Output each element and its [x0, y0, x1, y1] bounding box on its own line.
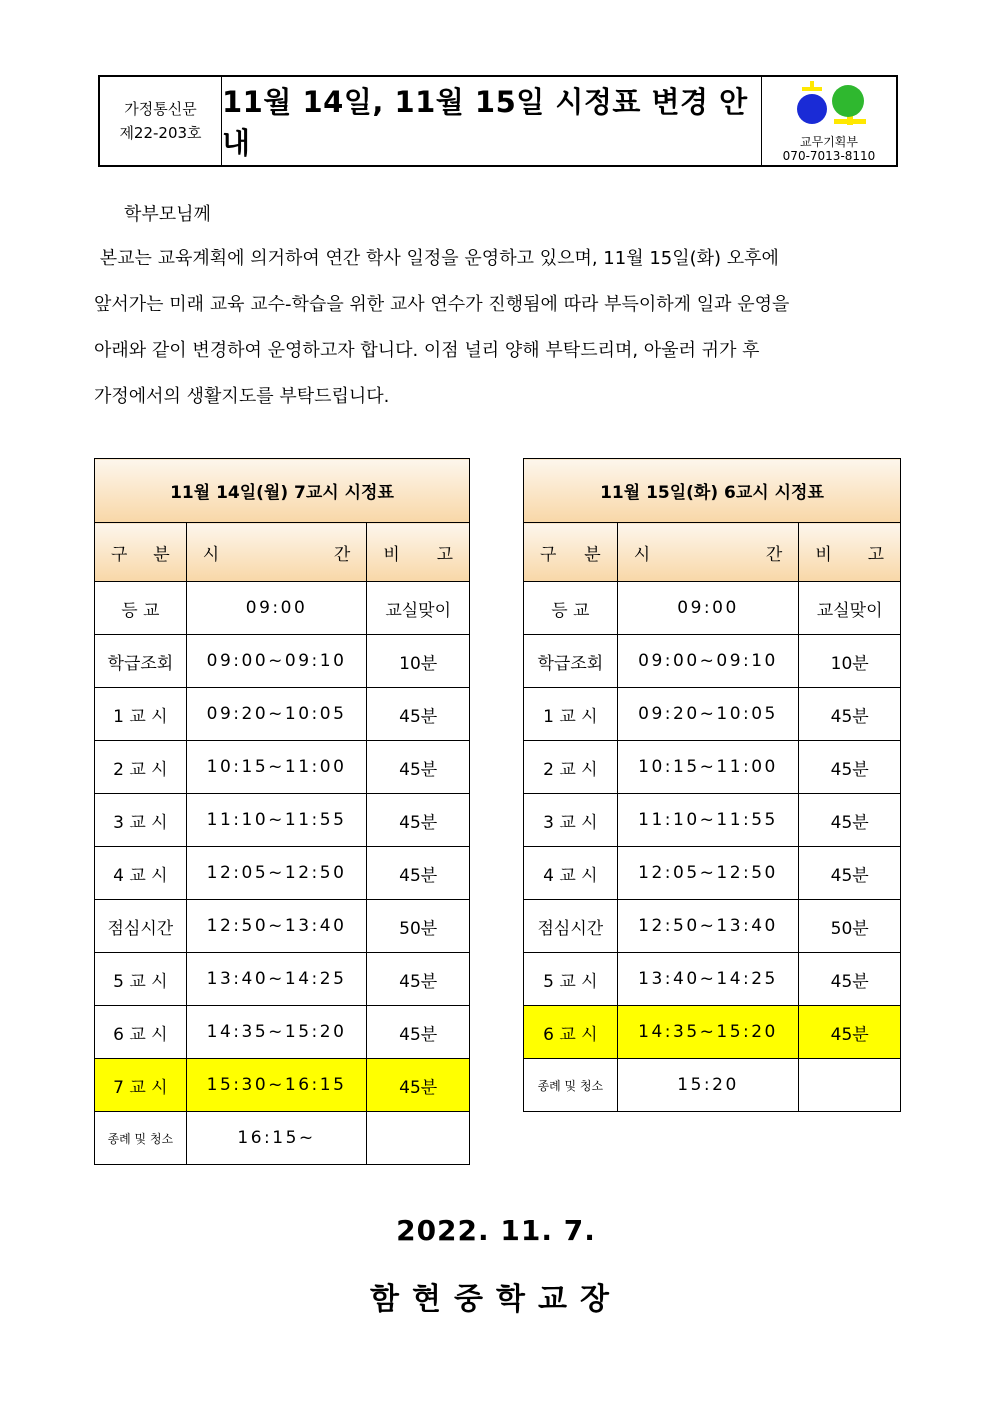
- time-cell: 09:00~09:10: [186, 635, 367, 688]
- time-cell: 15:20: [617, 1059, 799, 1112]
- table-row: [95, 741, 470, 794]
- time-cell: 09:00: [617, 582, 799, 635]
- table-row: [95, 953, 470, 1006]
- column-header-char: 고: [436, 544, 453, 565]
- period-cell: 종례 및 청소: [524, 1059, 618, 1112]
- note-cell: 50분: [799, 900, 901, 953]
- column-header: [367, 523, 470, 582]
- time-cell: 09:00~09:10: [617, 635, 799, 688]
- column-header-label: [95, 540, 186, 565]
- table-row: [524, 582, 901, 635]
- note-cell: [367, 1112, 470, 1165]
- period-cell: 종례 및 청소: [95, 1112, 187, 1165]
- column-header-char: 구: [540, 544, 557, 565]
- note-cell: 45분: [799, 741, 901, 794]
- note-cell: 45분: [799, 794, 901, 847]
- column-header-label: [187, 540, 367, 565]
- period-cell: 1 교 시: [524, 688, 618, 741]
- table-row: [95, 635, 470, 688]
- signature: 함현중학교장: [370, 1282, 622, 1317]
- period-cell: 학급조회: [524, 635, 618, 688]
- table-title-row: [95, 459, 470, 523]
- note-cell: [799, 1059, 901, 1112]
- school-logo-box: [761, 77, 896, 165]
- time-cell: 13:40~14:25: [186, 953, 367, 1006]
- paragraph-line: 본교는 교육계획에 의거하여 연간 학사 일정을 운영하고 있으며, 11월 15일(화) 오후에: [94, 248, 779, 269]
- table-row: [95, 1059, 470, 1112]
- notice-header: [98, 75, 898, 167]
- time-cell: 11:10~11:55: [617, 794, 799, 847]
- period-cell: 1 교 시: [95, 688, 187, 741]
- time-cell: 12:05~12:50: [186, 847, 367, 900]
- column-header-char: 시: [202, 544, 220, 565]
- notice-paragraph: [94, 236, 898, 420]
- period-cell: 점심시간: [95, 900, 187, 953]
- note-cell: 45분: [799, 847, 901, 900]
- column-header-row: [95, 523, 470, 582]
- time-cell: 09:20~10:05: [617, 688, 799, 741]
- column-header-char: 분: [584, 544, 601, 565]
- note-cell: 45분: [367, 953, 470, 1006]
- period-cell: 7 교 시: [95, 1059, 187, 1112]
- time-cell: 15:30~16:15: [186, 1059, 367, 1112]
- table-row: [95, 582, 470, 635]
- note-cell: 교실맞이: [367, 582, 470, 635]
- column-header-row: [524, 523, 901, 582]
- time-cell: 13:40~14:25: [617, 953, 799, 1006]
- column-header-char: 간: [333, 544, 351, 565]
- period-cell: 등 교: [524, 582, 618, 635]
- column-header-label: [799, 540, 900, 565]
- notice-number-box: [100, 77, 222, 165]
- time-cell: 09:20~10:05: [186, 688, 367, 741]
- column-header-char: 분: [153, 544, 170, 565]
- note-cell: 45분: [367, 1006, 470, 1059]
- table-row: [95, 688, 470, 741]
- note-cell: 45분: [367, 688, 470, 741]
- note-cell: 45분: [799, 1006, 901, 1059]
- period-cell: 학급조회: [95, 635, 187, 688]
- note-cell: 10분: [367, 635, 470, 688]
- column-header: [617, 523, 799, 582]
- period-cell: 2 교 시: [524, 741, 618, 794]
- table-row: [95, 847, 470, 900]
- note-cell: 50분: [367, 900, 470, 953]
- period-cell: 5 교 시: [95, 953, 187, 1006]
- table-row: [95, 1006, 470, 1059]
- table-title: 11월 14일(월) 7교시 시정표: [95, 459, 470, 523]
- time-cell: 14:35~15:20: [617, 1006, 799, 1059]
- notice-label: 가정통신문: [124, 100, 197, 118]
- column-header-label: [618, 540, 799, 565]
- column-header-label: [524, 540, 617, 565]
- table-row: [95, 794, 470, 847]
- note-cell: 교실맞이: [799, 582, 901, 635]
- note-cell: 45분: [799, 953, 901, 1006]
- period-cell: 등 교: [95, 582, 187, 635]
- period-cell: 4 교 시: [524, 847, 618, 900]
- department-phone: 070-7013-8110: [782, 149, 876, 163]
- time-cell: 10:15~11:00: [617, 741, 799, 794]
- notice-title: 11월 14일, 11월 15일 시정표 변경 안내: [222, 85, 748, 160]
- note-cell: 10분: [799, 635, 901, 688]
- schedule-table-nov15: [523, 458, 901, 1112]
- column-header: [799, 523, 901, 582]
- paragraph-line: 앞서가는 미래 교육 교수-학습을 위한 교사 연수가 진행됨에 따라 부득이하게 일과 운영을: [94, 294, 790, 315]
- period-cell: 4 교 시: [95, 847, 187, 900]
- paragraph-line: 가정에서의 생활지도를 부탁드립니다.: [94, 386, 390, 407]
- table-row: [524, 635, 901, 688]
- table-row: [95, 1112, 470, 1165]
- column-header: [524, 523, 618, 582]
- period-cell: 점심시간: [524, 900, 618, 953]
- time-cell: 09:00: [186, 582, 367, 635]
- table-row: [95, 900, 470, 953]
- table-title: 11월 15일(화) 6교시 시정표: [524, 459, 901, 523]
- table-row: [524, 688, 901, 741]
- period-cell: 2 교 시: [95, 741, 187, 794]
- school-logo-icon: [796, 81, 866, 135]
- time-cell: 16:15~: [186, 1112, 367, 1165]
- note-cell: 45분: [367, 1059, 470, 1112]
- column-header-char: 고: [867, 544, 884, 565]
- period-cell: 5 교 시: [524, 953, 618, 1006]
- schedule-table-nov14: [94, 458, 470, 1165]
- time-cell: 12:50~13:40: [617, 900, 799, 953]
- column-header-char: 구: [111, 544, 128, 565]
- column-header-char: 비: [383, 544, 400, 565]
- column-header-char: 비: [815, 544, 832, 565]
- table-row: [524, 1006, 901, 1059]
- note-cell: 45분: [799, 688, 901, 741]
- time-cell: 12:50~13:40: [186, 900, 367, 953]
- period-cell: 3 교 시: [524, 794, 618, 847]
- greeting: 학부모님께: [124, 204, 211, 225]
- period-cell: 3 교 시: [95, 794, 187, 847]
- time-cell: 12:05~12:50: [617, 847, 799, 900]
- column-header-char: 시: [633, 544, 651, 565]
- table-row: [524, 900, 901, 953]
- time-cell: 14:35~15:20: [186, 1006, 367, 1059]
- note-cell: 45분: [367, 794, 470, 847]
- time-cell: 11:10~11:55: [186, 794, 367, 847]
- period-cell: 6 교 시: [524, 1006, 618, 1059]
- table-row: [524, 794, 901, 847]
- column-header: [186, 523, 367, 582]
- column-header-char: 간: [765, 544, 783, 565]
- column-header-label: [367, 540, 469, 565]
- note-cell: 45분: [367, 741, 470, 794]
- notice-number: 제22-203호: [119, 124, 202, 142]
- period-cell: 6 교 시: [95, 1006, 187, 1059]
- table-row: [524, 741, 901, 794]
- table-row: [524, 1059, 901, 1112]
- table-title-row: [524, 459, 901, 523]
- department-name: 교무기획부: [800, 135, 858, 149]
- column-header: [95, 523, 187, 582]
- table-row: [524, 953, 901, 1006]
- note-cell: 45분: [367, 847, 470, 900]
- table-row: [524, 847, 901, 900]
- paragraph-line: 아래와 같이 변경하여 운영하고자 합니다. 이점 널리 양해 부탁드리며, 아울러 귀가 후: [94, 340, 760, 361]
- issue-date: 2022. 11. 7.: [396, 1214, 596, 1247]
- time-cell: 10:15~11:00: [186, 741, 367, 794]
